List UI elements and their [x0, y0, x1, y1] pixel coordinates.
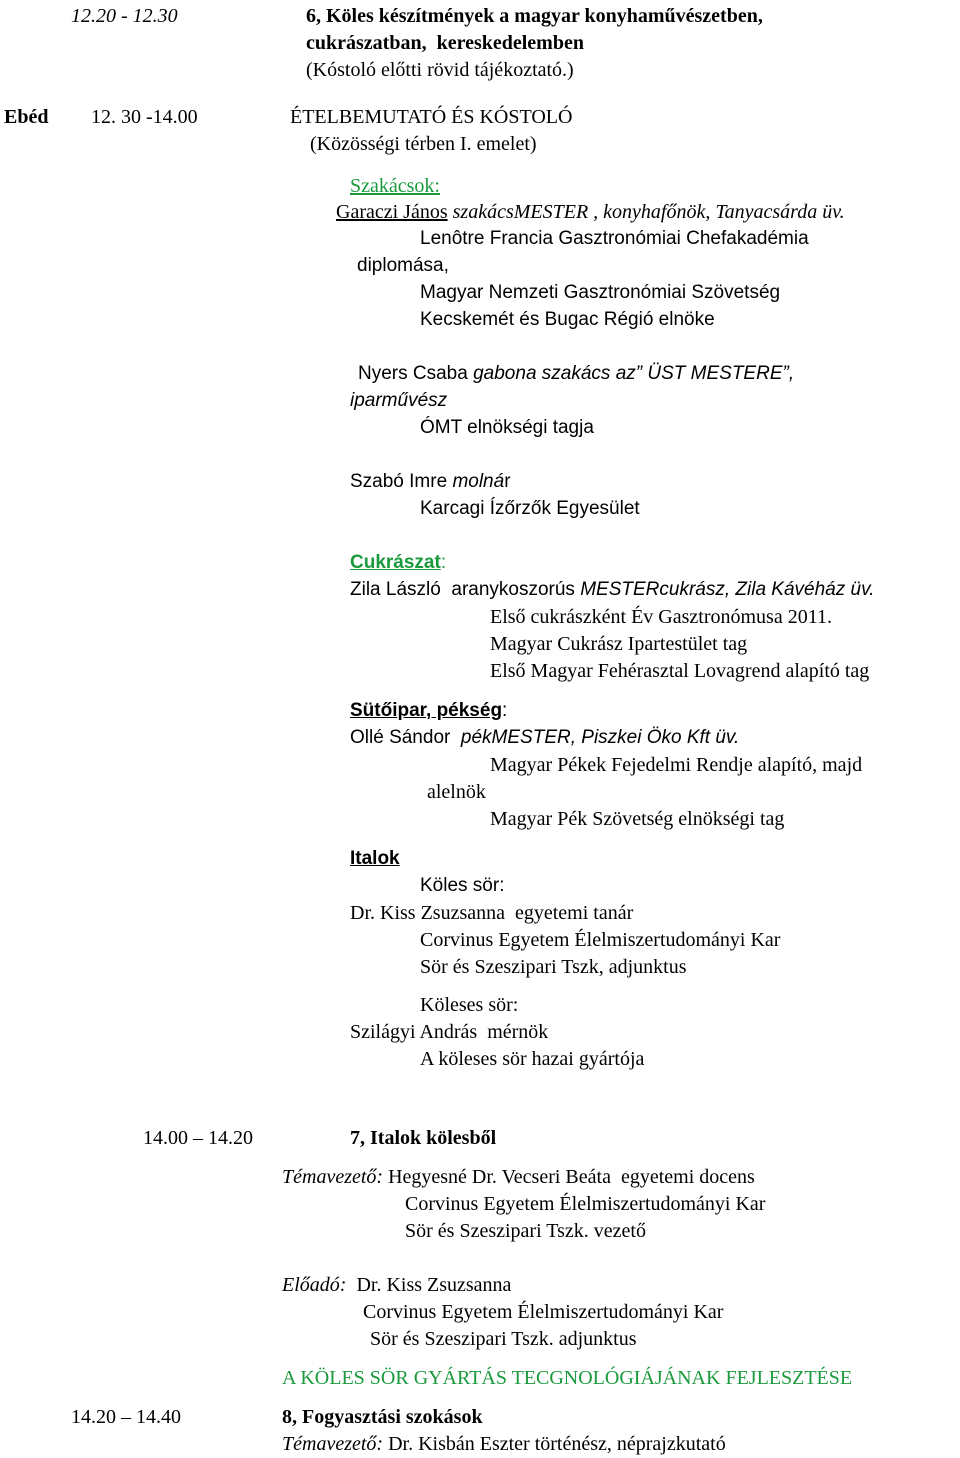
- cook1-name: Garaczi János: [336, 201, 448, 223]
- session7-moderator-label: Témavezető:: [282, 1166, 384, 1188]
- pastry1-line1: [350, 580, 874, 599]
- cook2-line3: ÓMT elnökségi tagja: [420, 417, 594, 438]
- cook3-role-end: r: [504, 471, 511, 492]
- cook2-line1: [358, 364, 794, 383]
- lunch-title: ÉTELBEMUTATÓ ÉS KÓSTOLÓ: [290, 106, 573, 128]
- cook3-name: Szabó Imre: [350, 471, 453, 492]
- pastry1-line3: Magyar Cukrász Ipartestület tag: [490, 633, 748, 655]
- bakery-heading: [350, 701, 507, 720]
- cooks-heading: Szakácsok:: [350, 175, 440, 197]
- bakery1-name: Ollé Sándor: [350, 727, 461, 748]
- drinks-beer2-label: Köleses sör:: [420, 994, 519, 1016]
- drinks-beer-affiliation1: Corvinus Egyetem Élelmiszertudományi Kar: [420, 929, 781, 951]
- bakery-heading-suffix: :: [502, 700, 508, 721]
- bakery-heading-text: Sütőipar, pékség: [350, 700, 503, 721]
- lunch-time: 12. 30 -14.00: [91, 106, 198, 128]
- bakery1-role: pékMESTER, Piszkei Öko Kft üv.: [460, 727, 740, 748]
- session7-moderator-line2: Corvinus Egyetem Élelmiszertudományi Kar: [405, 1193, 766, 1215]
- pastry1-line2: Első cukrászként Év Gasztronómusa 2011.: [490, 606, 832, 628]
- session6-title-line2: cukrászatban, kereskedelemben: [306, 32, 584, 54]
- cook1-line5: Kecskemét és Bugac Régió elnöke: [420, 309, 715, 330]
- drinks-beer2-role: A köleses sör hazai gyártója: [420, 1048, 645, 1070]
- pastry1-role: MESTERcukrász, Zila Kávéház üv.: [580, 579, 875, 600]
- session8-moderator-line1: [282, 1434, 726, 1454]
- pastry1-name: Zila László aranykoszorús: [350, 579, 581, 600]
- session7-speaker-name: Dr. Kiss Zsuzsanna: [346, 1274, 512, 1296]
- session8-moderator-label: Témavezető:: [282, 1433, 384, 1455]
- drinks-beer-person: Dr. Kiss Zsuzsanna egyetemi tanár: [350, 902, 634, 924]
- session6-note: (Kóstoló előtti rövid tájékoztató.): [306, 59, 574, 81]
- bakery1-line1: [350, 728, 739, 747]
- session7-speaker-line2: Corvinus Egyetem Élelmiszertudományi Kar: [363, 1301, 724, 1323]
- cook3-line1: [350, 472, 511, 491]
- session7-speaker-line3: Sör és Szeszipari Tszk. adjunktus: [370, 1328, 637, 1350]
- drinks-beer-affiliation2: Sör és Szeszipari Tszk, adjunktus: [420, 956, 687, 978]
- pastry-heading-suffix: :: [440, 552, 447, 573]
- pastry-heading-text: Cukrászat: [350, 552, 441, 573]
- session7-talk-title: A KÖLES SÖR GYÁRTÁS TECGNOLÓGIÁJÁNAK FEJLESZTÉSE: [282, 1367, 853, 1389]
- bakery1-line2: Magyar Pékek Fejedelmi Rendje alapító, majd: [490, 754, 863, 776]
- drinks-beer2-person: Szilágyi András mérnök: [350, 1021, 549, 1043]
- lunch-label: Ebéd: [4, 106, 49, 128]
- drinks-heading: Italok: [350, 848, 400, 869]
- session7-speaker-label: Előadó:: [282, 1274, 347, 1296]
- session7-title: 7, Italok kölesből: [350, 1127, 497, 1149]
- session7-moderator-line1: [282, 1167, 755, 1187]
- pastry-heading: [350, 553, 446, 572]
- session6-time: 12.20 - 12.30: [71, 5, 178, 27]
- session6-title-line1: 6, Köles készítmények a magyar konyhaművészetben,: [306, 5, 763, 27]
- cook3-role: molná: [452, 471, 505, 492]
- session8-title: 8, Fogyasztási szokások: [282, 1406, 483, 1428]
- lunch-location: (Közösségi térben I. emelet): [310, 133, 537, 155]
- session8-time: 14.20 – 14.40: [71, 1406, 181, 1428]
- session8-moderator-name: Dr. Kisbán Eszter történész, néprajzkutató: [383, 1433, 726, 1455]
- cook2-role: gabona szakács az” ÜST MESTERE”,: [473, 363, 795, 384]
- session7-moderator-line3: Sör és Szeszipari Tszk. vezető: [405, 1220, 646, 1242]
- cook1-line4: Magyar Nemzeti Gasztronómiai Szövetség: [420, 282, 781, 303]
- session7-time: 14.00 – 14.20: [143, 1127, 253, 1149]
- cook2-name: Nyers Csaba: [358, 363, 474, 384]
- bakery1-line4: Magyar Pék Szövetség elnökségi tag: [490, 808, 785, 830]
- drinks-beer-label: Köles sör:: [420, 875, 505, 896]
- cook3-line2: Karcagi Ízőrzők Egyesület: [420, 498, 640, 519]
- cook1-line1: [336, 202, 845, 222]
- cook1-line2: Lenôtre Francia Gasztronómiai Chefakadémia: [420, 228, 809, 249]
- session7-speaker-line1: [282, 1275, 511, 1295]
- pastry1-line4: Első Magyar Fehérasztal Lovagrend alapító tag: [490, 660, 870, 682]
- cook1-line3: diplomása,: [357, 255, 449, 276]
- bakery1-line3: alelnök: [427, 781, 486, 803]
- session7-moderator-name: Hegyesné Dr. Vecseri Beáta egyetemi docens: [383, 1166, 755, 1188]
- cook1-role: szakácsMESTER , konyhafőnök, Tanyacsárda üv.: [447, 201, 845, 223]
- cook2-line2: iparművész: [350, 390, 448, 411]
